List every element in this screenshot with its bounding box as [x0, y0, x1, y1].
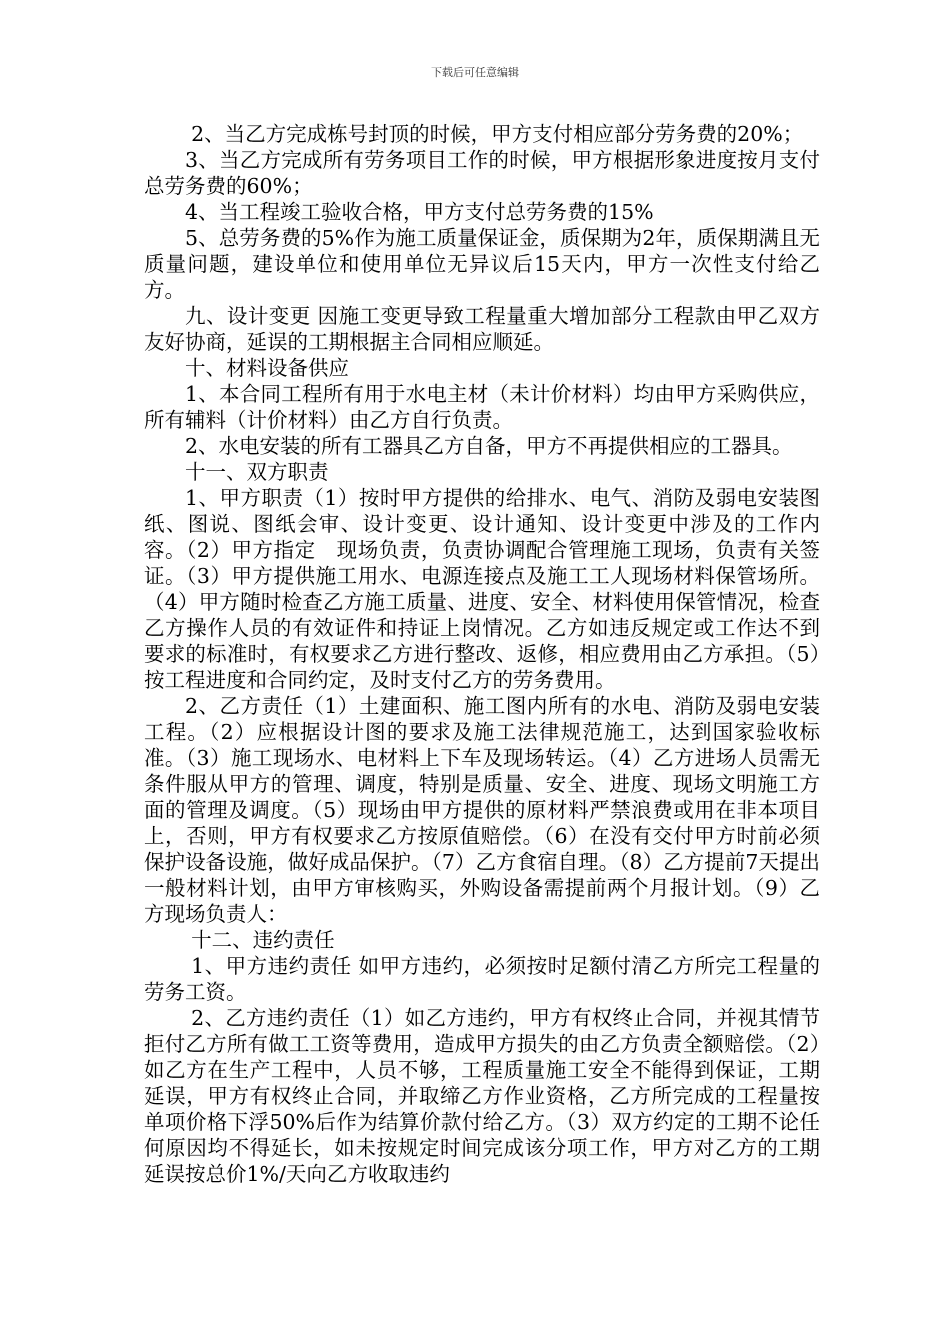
paragraph-party-a-duties: 1、甲方职责（1）按时甲方提供的给排水、电气、消防及弱电安装图纸、图说、图纸会审、设计变更、设计通知、设计变更中涉及的工作内容。（2）甲方指定 现场负责，负责协调配合管理施工现场，负责有关签证。（3）甲方提供施工用水、电源连接点及施工工人现场材料保管场所。（4）甲方随时检查乙方施工质量、进度、安全、材料使用保管情况，检查乙方操作人员的有效证件和持证上岗情况。乙方如违反规定或工作达不到要求的标准时，有权要求乙方进行整改、返修，相应费用由乙方承担。（5）按工程进度和合同约定，及时支付乙方的劳务费用。	[144, 486, 820, 692]
paragraph-payment-acceptance: 4、当工程竣工验收合格，甲方支付总劳务费的15%	[185, 200, 654, 224]
paragraph-party-a-breach: 1、甲方违约责任 如甲方违约，必须按时足额付清乙方所完工程量的劳务工资。	[144, 954, 820, 1004]
paragraph-quality-deposit: 5、总劳务费的5%作为施工质量保证金，质保期为2年，质保期满且无质量问题，建设单位和使用单位无异议后15天内，甲方一次性支付给乙方。	[144, 226, 820, 302]
section-heading-materials: 十、材料设备供应	[185, 356, 349, 380]
document-body	[144, 121, 820, 1187]
paragraph-design-change: 九、设计变更 因施工变更导致工程量重大增加部分工程款由甲乙双方友好协商，延误的工期根据主合同相应顺延。	[144, 304, 820, 354]
paragraph-main-materials: 1、本合同工程所有用于水电主材（未计价材料）均由甲方采购供应，所有辅料（计价材料）由乙方自行负责。	[144, 382, 820, 432]
paragraph-payment-progress: 3、当乙方完成所有劳务项目工作的时候，甲方根据形象进度按月支付总劳务费的60%；	[144, 148, 820, 198]
section-heading-duties: 十一、双方职责	[185, 460, 329, 484]
section-heading-breach: 十二、违约责任	[191, 928, 335, 952]
page-header-note: 下载后可任意编辑	[431, 66, 519, 79]
paragraph-tools: 2、水电安装的所有工器具乙方自备，甲方不再提供相应的工器具。	[185, 434, 793, 458]
paragraph-party-b-duties: 2、乙方责任（1）土建面积、施工图内所有的水电、消防及弱电安装工程。（2）应根据设计图的要求及施工法律规范施工，达到国家验收标准。（3）施工现场水、电材料上下车及现场转运。（4）乙方进场人员需无条件服从甲方的管理、调度，特别是质量、安全、进度、现场文明施工方面的管理及调度。（5）现场由甲方提供的原材料严禁浪费或用在非本项目上，否则，甲方有权要求乙方按原值赔偿。（6）在没有交付甲方时前必须保护设备设施，做好成品保护。（7）乙方食宿自理。（8）乙方提前7天提出一般材料计划，由甲方审核购买，外购设备需提前两个月报计划。（9）乙方现场负责人：	[144, 694, 820, 926]
paragraph-payment-topping: 2、当乙方完成栋号封顶的时候，甲方支付相应部分劳务费的20%；	[191, 122, 804, 146]
paragraph-party-b-breach: 2、乙方违约责任（1）如乙方违约，甲方有权终止合同，并视其情节拒付乙方所有做工工资等费用，造成甲方损失的由乙方负责全额赔偿。（2）如乙方在生产工程中，人员不够，工程质量施工安全不能得到保证，工期延误，甲方有权终止合同，并取缔乙方作业资格，乙方所完成的工程量按单项价格下浮50%后作为结算价款付给乙方。（3）双方约定的工期不论任何原因均不得延长，如未按规定时间完成该分项工作，甲方对乙方的工期延误按总价1%/天向乙方收取违约	[144, 1006, 820, 1186]
